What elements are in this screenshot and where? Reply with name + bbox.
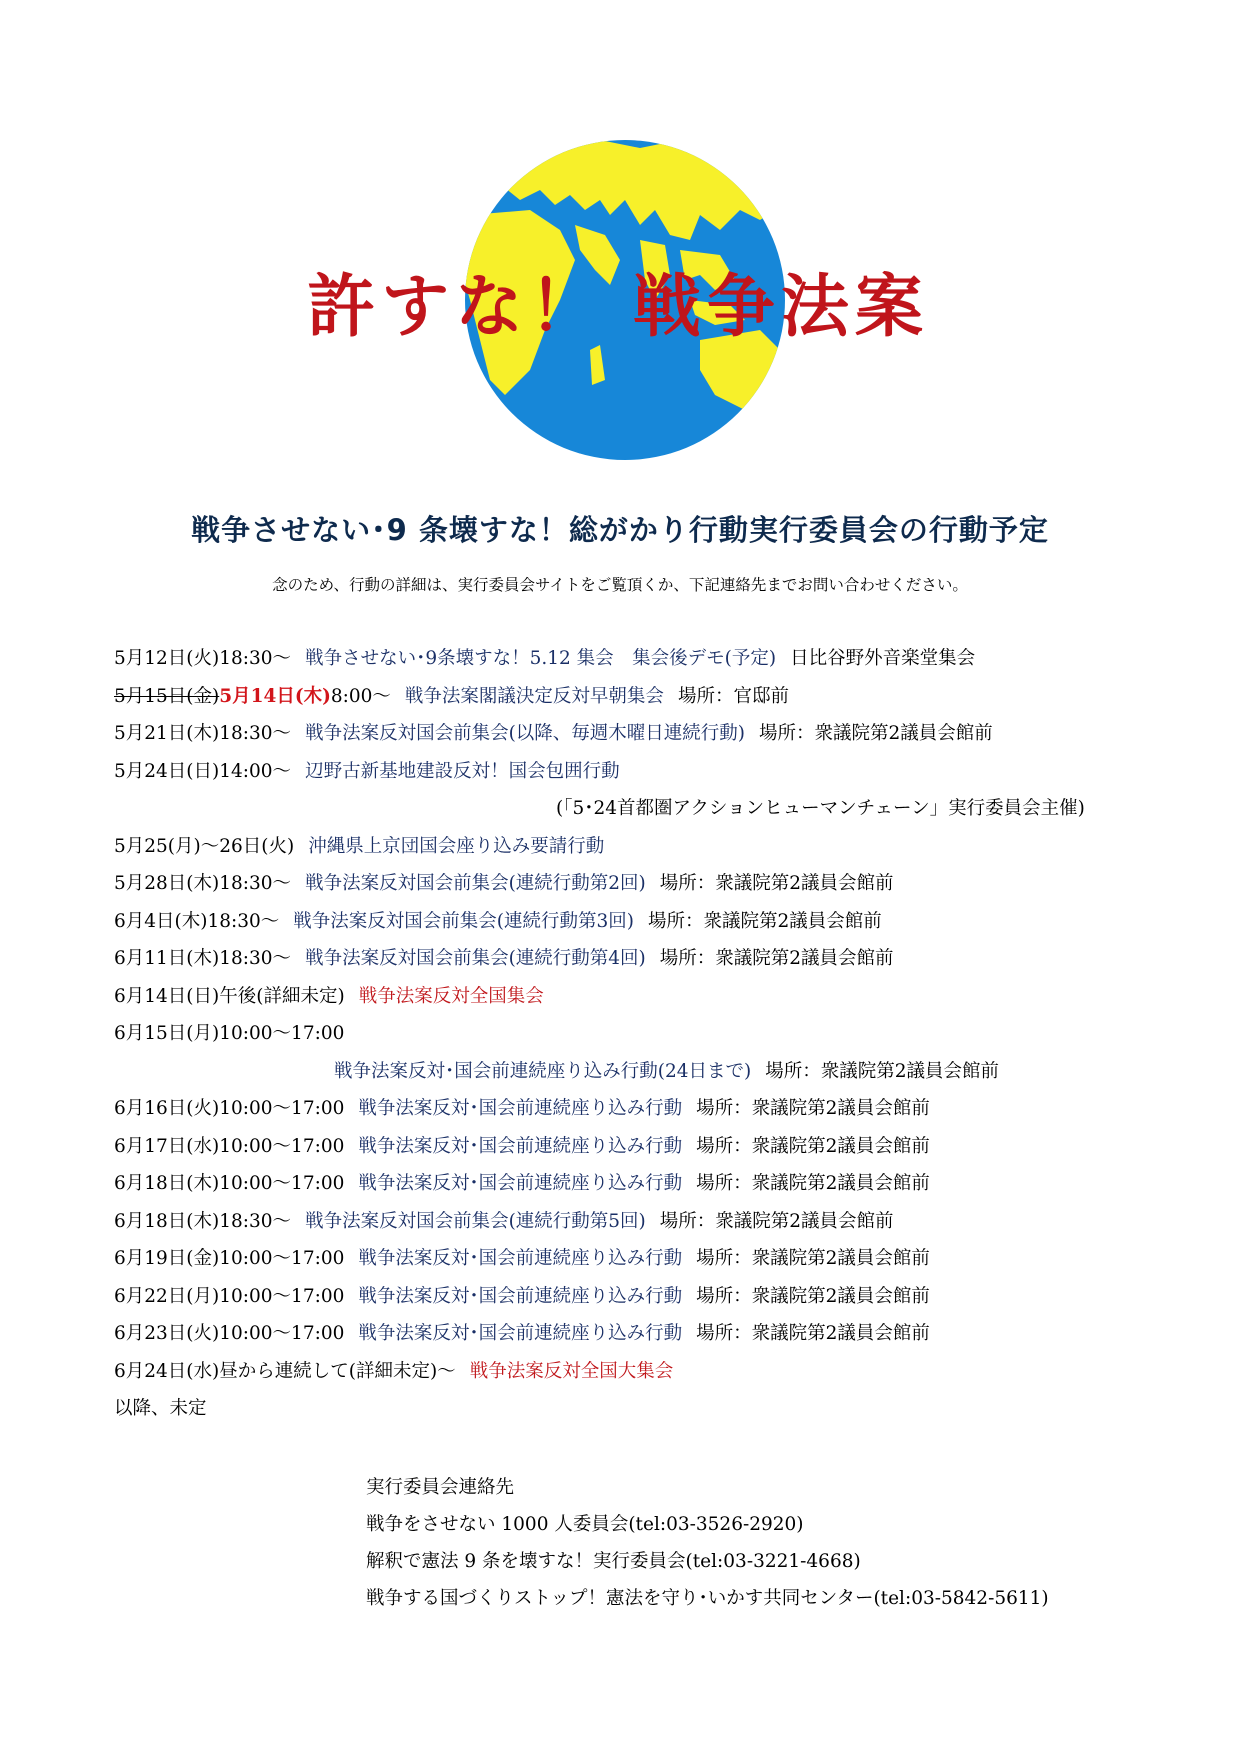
schedule-place: 場所：衆議院第2議員会館前 xyxy=(659,1210,894,1232)
schedule-row xyxy=(114,903,1214,941)
schedule-row xyxy=(114,1353,1214,1391)
schedule-event: 戦争法案反対･国会前連続座り込み行動(24日まで) xyxy=(334,1060,752,1082)
schedule-place: 場所：衆議院第2議員会館前 xyxy=(648,910,882,932)
schedule-row xyxy=(114,1278,1214,1316)
war-bill-logo xyxy=(0,0,1240,470)
contacts-heading: 実行委員会連絡先 xyxy=(366,1477,515,1498)
schedule-date: 6月23日(火)10:00～17:00 xyxy=(114,1323,345,1344)
schedule-place: 場所：衆議院第2議員会館前 xyxy=(696,1135,930,1157)
schedule-place: 場所：衆議院第2議員会館前 xyxy=(696,1248,930,1269)
schedule-event: 戦争法案反対全国集会 xyxy=(358,985,544,1007)
schedule-event: 戦争法案反対･国会前連続座り込み行動 xyxy=(358,1173,683,1194)
schedule-place: 場所：衆議院第2議員会館前 xyxy=(696,1173,930,1194)
schedule-row xyxy=(114,1015,1214,1053)
schedule-date: 6月11日(木)18:30～ xyxy=(114,948,292,969)
schedule-place: 場所：衆議院第2議員会館前 xyxy=(659,873,894,894)
schedule-old-date: 5月15日(金) xyxy=(114,685,220,707)
schedule-row xyxy=(114,1090,1214,1128)
schedule-event: 沖縄県上京団国会座り込み要請行動 xyxy=(308,835,605,857)
schedule-event: 戦争法案反対･国会前連続座り込み行動 xyxy=(358,1285,683,1307)
schedule-date: 5月25(月)～26日(火) xyxy=(114,835,295,857)
schedule-place: 日比谷野外音楽堂集会 xyxy=(790,648,976,669)
schedule-place: 場所：衆議院第2議員会館前 xyxy=(696,1285,930,1307)
schedule-event: 戦争法案反対国会前集会(連続行動第2回) xyxy=(305,873,646,894)
schedule-event: 戦争法案反対国会前集会(以降、毎週木曜日連続行動) xyxy=(305,723,745,744)
title-box xyxy=(0,508,1240,549)
schedule-event: 戦争法案反対･国会前連続座り込み行動 xyxy=(358,1098,683,1119)
contact-line: 解釈で憲法 9 条を壊すな！実行委員会(tel:03-3221-4668) xyxy=(366,1551,861,1572)
schedule-date: 6月14日(日)午後(詳細未定) xyxy=(114,985,345,1007)
schedule-event: 戦争法案反対･国会前連続座り込み行動 xyxy=(358,1323,683,1344)
schedule-row xyxy=(114,940,1214,978)
schedule-row xyxy=(114,790,1214,828)
schedule-note: (「5･24首都圏アクションヒューマンチェーン」実行委員会主催) xyxy=(556,798,1085,819)
schedule-date: 6月4日(木)18:30～ xyxy=(114,910,280,932)
schedule-row xyxy=(114,678,1214,716)
schedule-event: 戦争法案反対･国会前連続座り込み行動 xyxy=(358,1135,683,1157)
schedule-place: 場所：官邸前 xyxy=(677,685,789,707)
schedule-date: 5月21日(木)18:30～ xyxy=(114,723,292,744)
schedule-event: 戦争させない･9条壊すな！5.12 集会 集会後デモ(予定) xyxy=(305,648,777,669)
schedule-row xyxy=(114,865,1214,903)
schedule-row xyxy=(114,1240,1214,1278)
schedule-date: 6月17日(水)10:00～17:00 xyxy=(114,1135,345,1157)
schedule-place: 場所：衆議院第2議員会館前 xyxy=(696,1098,930,1119)
schedule-date: 5月24日(日)14:00～ xyxy=(114,760,292,782)
schedule-event: 戦争法案反対国会前集会(連続行動第3回) xyxy=(293,910,635,932)
schedule-place: 場所：衆議院第2議員会館前 xyxy=(765,1060,1000,1082)
schedule-event: 辺野古新基地建設反対！国会包囲行動 xyxy=(305,760,620,782)
contacts-block xyxy=(366,1469,1226,1617)
schedule-row xyxy=(114,828,1214,866)
schedule-date: 6月16日(火)10:00～17:00 xyxy=(114,1098,345,1119)
schedule-date: 5月12日(火)18:30～ xyxy=(114,648,292,669)
schedule-time: 8:00～ xyxy=(330,685,391,707)
contact-line: 戦争をさせない 1000 人委員会(tel:03-3526-2920) xyxy=(366,1514,804,1535)
schedule-row xyxy=(114,1165,1214,1203)
schedule-row xyxy=(114,753,1214,791)
page-subtitle: 念のため、行動の詳細は、実行委員会サイトをご覧頂くか、下記連絡先までお問い合わせください。 xyxy=(272,576,968,594)
schedule-date: 6月15日(月)10:00～17:00 xyxy=(114,1023,345,1044)
schedule-place: 場所：衆議院第2議員会館前 xyxy=(759,723,993,744)
schedule-date: 6月22日(月)10:00～17:00 xyxy=(114,1285,345,1307)
schedule-date: 6月18日(木)10:00～17:00 xyxy=(114,1173,345,1194)
contact-line: 戦争する国づくりストップ！憲法を守り･いかす共同センター(tel:03-5842-5611) xyxy=(366,1588,1049,1609)
schedule-row xyxy=(114,715,1214,753)
schedule-row xyxy=(114,1390,1214,1428)
page-title: 戦争させない･9 条壊すな！総がかり行動実行委員会の行動予定 xyxy=(191,513,1049,547)
schedule-row xyxy=(114,978,1214,1016)
schedule-row xyxy=(114,640,1214,678)
schedule-event: 戦争法案反対国会前集会(連続行動第4回) xyxy=(305,948,646,969)
schedule-date: 5月28日(木)18:30～ xyxy=(114,873,292,894)
schedule-place: 場所：衆議院第2議員会館前 xyxy=(659,948,894,969)
schedule-date: 以降、未定 xyxy=(114,1398,207,1419)
schedule-row xyxy=(114,1128,1214,1166)
schedule-event: 戦争法案反対･国会前連続座り込み行動 xyxy=(358,1248,683,1269)
schedule-event: 戦争法案反対国会前集会(連続行動第5回) xyxy=(305,1210,646,1232)
schedule-date: 6月18日(木)18:30～ xyxy=(114,1210,292,1232)
logo-text: 許すな！ 戦争法案 xyxy=(307,267,929,347)
schedule-place: 場所：衆議院第2議員会館前 xyxy=(696,1323,930,1344)
schedule-event: 戦争法案反対全国大集会 xyxy=(469,1360,674,1382)
schedule-row xyxy=(114,1053,1214,1091)
schedule-event: 戦争法案閣議決定反対早朝集会 xyxy=(404,685,664,707)
schedule-date: 6月19日(金)10:00～17:00 xyxy=(114,1248,345,1269)
schedule-row xyxy=(114,1203,1214,1241)
schedule-list xyxy=(114,640,1214,1428)
schedule-date: 6月24日(水)昼から連続して(詳細未定)～ xyxy=(114,1360,456,1382)
schedule-new-date: 5月14日(木) xyxy=(219,685,331,707)
schedule-row xyxy=(114,1315,1214,1353)
